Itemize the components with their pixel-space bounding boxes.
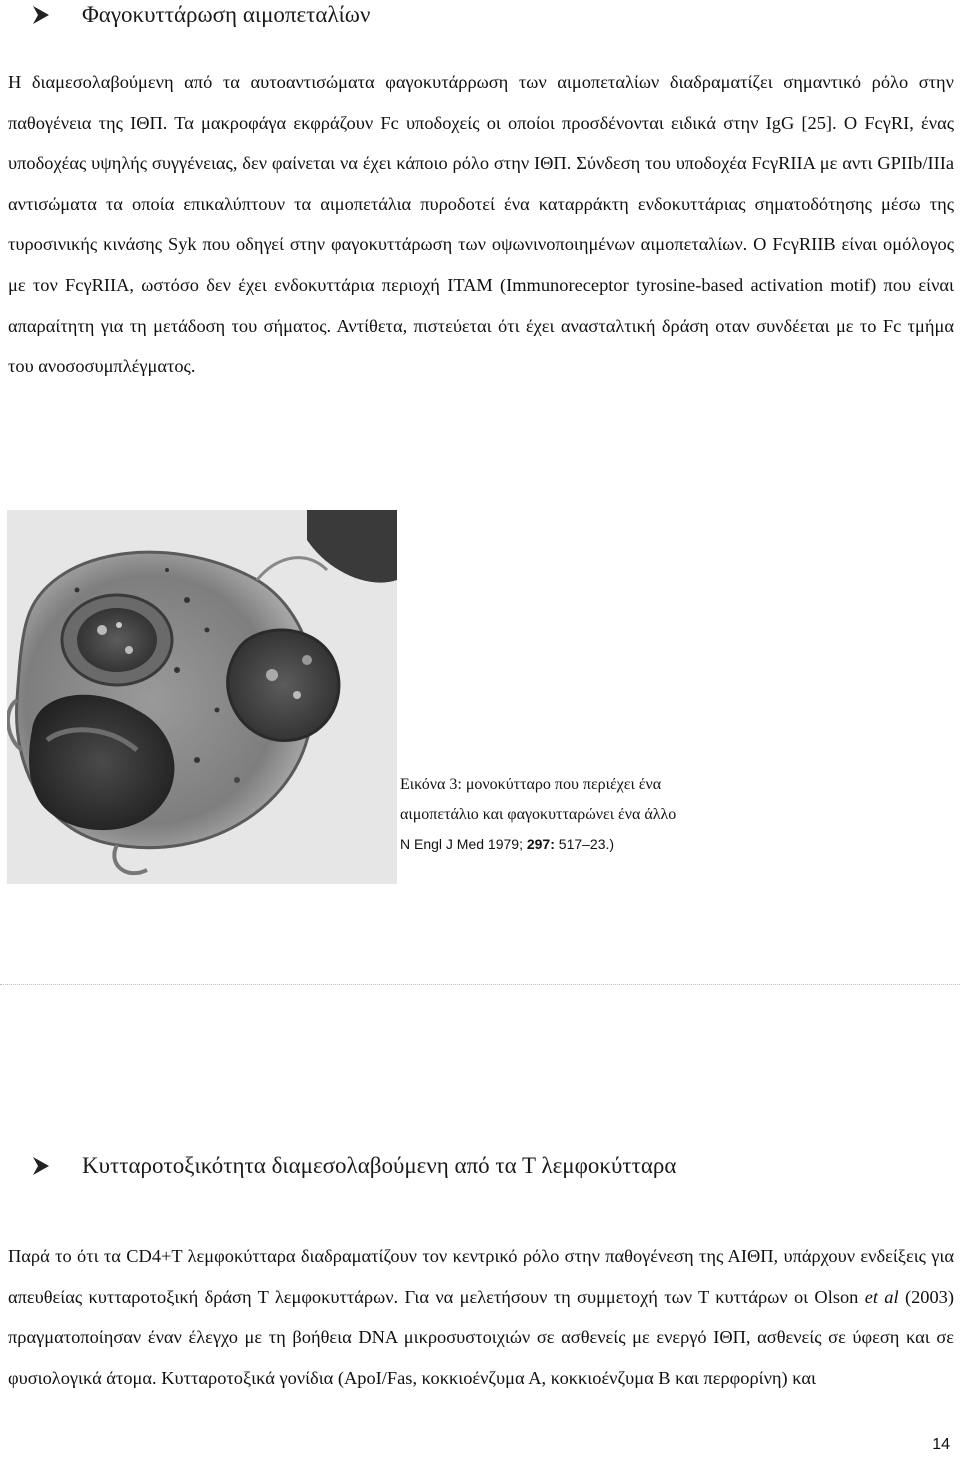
figure-reference	[400, 836, 614, 852]
electron-micrograph-image	[7, 510, 397, 884]
reference-pages: 517–23.)	[554, 836, 615, 852]
paragraph-part-a: Παρά το ότι τα CD4+T λεμφοκύτταρα διαδραματίζουν τον κεντρικό ρόλο στην παθογένεση της ΑΙΘΠ, υπάρχουν ενδείξεις για απευθείας κυτταροτοξική δράση Τ λεμφοκυττάρων. Για να μελετήσουν τη συμμετοχή των Τ κυττάρων οι Olson	[8, 1246, 954, 1307]
heading-text: Κυτταροτοξικότητα διαμεσολαβούμενη από τα Τ λεμφοκύτταρα	[82, 1153, 677, 1178]
section-heading-t-cell-cytotoxicity	[30, 1153, 676, 1179]
heading-text: Φαγοκυττάρωση αιμοπεταλίων	[82, 2, 371, 27]
paragraph-phagocytosis: Η διαμεσολαβούμενη από τα αυτοαντισώματα φαγοκυτάρρωση των αιμοπεταλίων διαδραματίζει σημαντικό ρόλο στην παθογένεια της ΙΘΠ. Τα μακροφάγα εκφράζουν Fc υποδοχείς οι οποίοι προσδένονται ειδικά στην IgG [25]. Ο FcγRI, ένας υποδοχέας υψηλής συγγένειας, δεν φαίνεται να έχει κάποιο ρόλο στην ΙΘΠ. Σύνδεση του υποδοχέα FcγRIIA με αντι GPIIb/IIIa αντισώματα τα οποία επικαλύπτουν τα αιμοπετάλια πυροδοτεί ένα καταρράκτη ενδοκυττάριας σηματοδότησης μέσω της τυροσινικής κινάσης Syk που οδηγεί στην φαγοκυττάρωση των οψωνινοποιημένων αιμοπεταλίων. Ο FcγRIIB είναι ομόλογος με τον FcγRIIA, ωστόσο δεν έχει ενδοκυττάρια περιοχή ITAM (Immunoreceptor tyrosine-based activation motif) που είναι απαραίτητη για τη μετάδοση του σήματος. Αντίθετα, πιστεύεται ότι έχει ανασταλτική δράση οταν συνδέεται με το Fc τμήμα του ανοσοσυμπλέγματος.	[8, 72, 954, 377]
arrowhead-bullet-icon	[30, 1155, 52, 1177]
page-number: 14	[932, 1436, 950, 1453]
caption-line-2: αιμοπετάλιο και φαγοκυτταρώνει ένα άλλο	[400, 806, 677, 823]
section-heading-phagocytosis	[30, 2, 370, 28]
et-al-italic: et al	[864, 1286, 899, 1307]
reference-volume: 297:	[526, 836, 555, 852]
paragraph-t-cell	[8, 1236, 954, 1398]
caption-line-1: Εικόνα 3: μονοκύτταρο που περιέχει ένα	[400, 776, 662, 793]
figure-caption	[400, 770, 676, 830]
paragraph-part-b: (2003) πραγματοποίησαν έναν έλεγχο με τη βοήθεια DNA μικροσυστοιχιών σε ασθενείς με ενεργό ΙΘΠ, ασθενείς σε ύφεση και σε φυσιολογικά άτομα. Κυτταροτοξικά γονίδια (ApoI/Fas, κοκκιοένζυμα Α, κοκκιοένζυμα Β και περφορίνη) και	[8, 1286, 954, 1388]
reference-journal: N Engl J Med 1979;	[400, 836, 527, 852]
section-divider	[0, 984, 960, 985]
arrowhead-bullet-icon	[30, 4, 52, 26]
